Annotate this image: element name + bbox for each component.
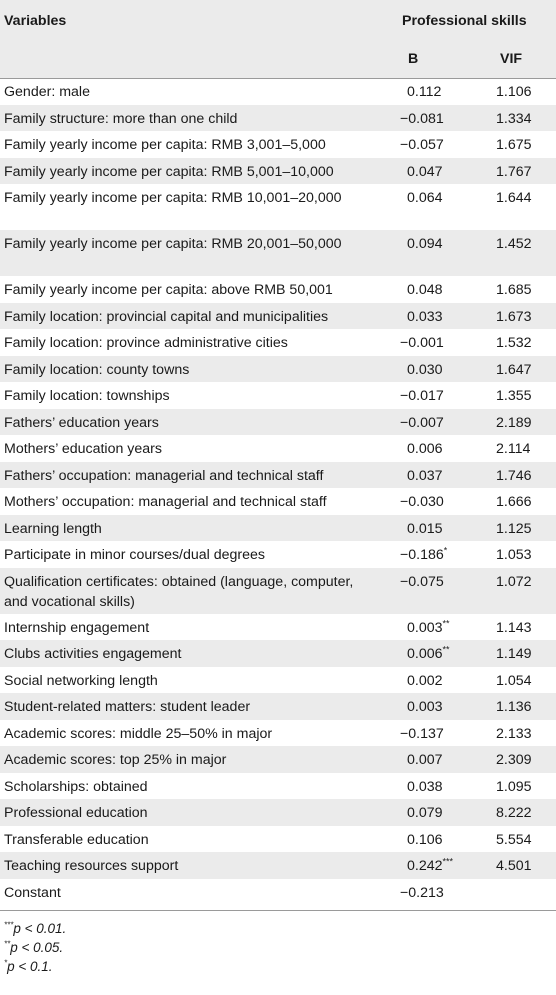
table-row [0, 667, 556, 694]
b-value: −0.001 [400, 335, 444, 351]
table-row [0, 435, 556, 462]
b-value: 0.003 [407, 619, 443, 636]
table-row [0, 382, 556, 409]
b-cell [400, 135, 444, 155]
b-value: −0.081 [400, 110, 444, 127]
b-cell [407, 777, 443, 797]
table-row [0, 826, 556, 853]
table-row [0, 614, 556, 641]
vif-cell: 1.106 [496, 84, 532, 100]
vif-cell: 1.136 [496, 699, 532, 715]
vif-cell: 1.053 [496, 547, 532, 563]
table-row [0, 515, 556, 542]
vif-cell: 2.189 [496, 414, 532, 431]
variable-cell: Academic scores: middle 25–50% in major [4, 725, 273, 742]
b-value: −0.057 [400, 137, 444, 153]
variable-cell: Family location: county towns [4, 361, 190, 378]
b-value: 0.079 [407, 805, 443, 821]
vif-cell: 4.501 [496, 858, 532, 874]
table-row [0, 131, 556, 158]
b-cell [407, 856, 453, 876]
footnote-mark: ** [4, 939, 11, 949]
vif-cell: 1.532 [496, 335, 532, 351]
b-cell [407, 803, 443, 823]
variable-cell: Qualification certificates: obtained (language, computer, and vocational skills) [4, 573, 354, 610]
table-row [0, 879, 556, 906]
b-value: 0.047 [407, 163, 443, 180]
significance-marker: ** [442, 644, 450, 655]
vif-cell: 1.355 [496, 388, 532, 404]
b-cell [400, 545, 447, 565]
b-cell [407, 618, 450, 638]
vif-cell: 1.673 [496, 308, 532, 325]
vif-cell: 1.767 [496, 163, 532, 180]
significance-marker: * [443, 545, 448, 556]
table-row [0, 541, 556, 568]
variable-cell: Clubs activities engagement [4, 646, 182, 662]
b-cell [407, 750, 443, 770]
b-cell [407, 307, 443, 327]
b-value: 0.015 [407, 520, 443, 537]
variable-cell: Mothers’ occupation: managerial and technical staff [4, 494, 327, 510]
b-value: 0.006 [407, 441, 443, 457]
vif-cell: 1.334 [496, 110, 532, 127]
vif-cell: 1.149 [496, 646, 532, 662]
table-row [0, 329, 556, 356]
b-cell [407, 697, 443, 717]
footnote-text: p < 0.1. [7, 959, 53, 974]
variable-cell: Family yearly income per capita: RMB 5,001–10,000 [4, 163, 334, 180]
b-value: 0.033 [407, 308, 443, 325]
header-variables: Variables [4, 13, 67, 29]
b-cell [407, 519, 443, 539]
vif-cell: 1.143 [496, 619, 532, 636]
b-cell [407, 188, 443, 208]
variable-cell: Family yearly income per capita: RMB 10,001–20,000 [4, 190, 342, 206]
table-row [0, 409, 556, 436]
vif-cell: 1.125 [496, 520, 532, 537]
footnote-text: p < 0.01. [13, 921, 67, 936]
variable-cell: Internship engagement [4, 619, 150, 636]
variable-cell: Family location: provincial capital and municipalities [4, 308, 329, 325]
variable-cell: Constant [4, 884, 61, 901]
variable-cell: Mothers’ education years [4, 441, 162, 457]
table-row [0, 230, 556, 276]
vif-cell: 1.746 [496, 467, 532, 484]
table-row [0, 746, 556, 773]
vif-cell: 5.554 [496, 831, 532, 848]
table-row [0, 105, 556, 132]
table-row [0, 462, 556, 489]
table-row [0, 356, 556, 383]
variable-cell: Social networking length [4, 672, 158, 689]
variable-cell: Family location: province administrative cities [4, 335, 288, 351]
b-value: −0.030 [400, 494, 444, 510]
table-bottom-rule [0, 910, 556, 911]
footnote-mark: * [4, 958, 8, 968]
table-row [0, 640, 556, 667]
variable-cell: Learning length [4, 520, 102, 537]
table-row [0, 799, 556, 826]
table-row [0, 78, 556, 105]
b-cell [407, 439, 443, 459]
header-vif: VIF [500, 51, 523, 67]
b-cell [407, 162, 443, 182]
b-cell [400, 492, 444, 512]
vif-cell: 1.072 [496, 573, 532, 590]
footnote [4, 958, 53, 976]
table-row [0, 184, 556, 230]
variable-cell: Participate in minor courses/dual degrees [4, 547, 266, 563]
table-row [0, 720, 556, 747]
vif-cell: 1.647 [496, 361, 532, 378]
table-header-top [0, 0, 556, 40]
b-cell [400, 386, 444, 406]
vif-cell: 8.222 [496, 805, 532, 821]
b-cell [400, 883, 444, 903]
b-value: 0.106 [407, 831, 443, 848]
variable-cell: Teaching resources support [4, 858, 179, 874]
vif-cell: 1.685 [496, 282, 532, 298]
table-row [0, 773, 556, 800]
table-body [0, 78, 556, 905]
table-row [0, 852, 556, 879]
b-cell [407, 234, 443, 254]
table-row [0, 158, 556, 185]
b-value: 0.094 [407, 236, 443, 252]
b-cell [400, 724, 444, 744]
b-value: −0.213 [400, 884, 444, 901]
b-value: −0.137 [400, 725, 444, 742]
b-cell [407, 280, 443, 300]
table-row [0, 276, 556, 303]
variable-cell: Family yearly income per capita: RMB 20,001–50,000 [4, 236, 342, 252]
significance-marker: ** [442, 617, 450, 628]
table-row [0, 488, 556, 515]
header-group: Professional skills [402, 13, 527, 29]
b-cell [407, 466, 443, 486]
variable-cell: Family structure: more than one child [4, 110, 238, 127]
vif-cell: 1.644 [496, 190, 532, 206]
b-value: 0.242 [407, 858, 443, 874]
b-cell [407, 830, 443, 850]
table-row [0, 693, 556, 720]
vif-cell: 1.054 [496, 672, 532, 689]
b-value: 0.038 [407, 778, 443, 795]
b-value: 0.006 [407, 646, 443, 662]
b-cell [400, 413, 444, 433]
b-value: −0.017 [400, 388, 444, 404]
vif-cell: 1.095 [496, 778, 532, 795]
variable-cell: Family location: townships [4, 388, 170, 404]
footnote [4, 939, 63, 957]
table-row [0, 568, 556, 614]
b-cell [400, 333, 444, 353]
b-cell [407, 360, 443, 380]
b-value: 0.048 [407, 282, 443, 298]
variable-cell: Family yearly income per capita: above RMB 50,001 [4, 282, 333, 298]
b-value: −0.186 [400, 547, 444, 563]
significance-marker: *** [442, 856, 454, 867]
vif-cell: 2.133 [496, 725, 532, 742]
b-value: 0.064 [407, 190, 443, 206]
vif-cell: 1.452 [496, 236, 532, 252]
b-value: 0.007 [407, 752, 443, 768]
b-value: 0.030 [407, 361, 443, 378]
vif-cell: 1.675 [496, 137, 532, 153]
b-value: −0.007 [400, 414, 444, 431]
b-value: 0.037 [407, 467, 443, 484]
b-value: −0.075 [400, 573, 444, 590]
variable-cell: Academic scores: top 25% in major [4, 752, 227, 768]
variable-cell: Gender: male [4, 84, 90, 100]
vif-cell: 2.309 [496, 752, 532, 768]
variable-cell: Student-related matters: student leader [4, 699, 251, 715]
footnote-mark: *** [4, 920, 14, 930]
table-header-sub [0, 40, 556, 78]
footnote [4, 920, 66, 938]
footnote-text: p < 0.05. [10, 940, 64, 955]
b-cell [400, 109, 444, 129]
variable-cell: Scholarships: obtained [4, 778, 148, 795]
variable-cell: Professional education [4, 805, 148, 821]
variable-cell: Fathers’ occupation: managerial and technical staff [4, 467, 324, 484]
header-b: B [408, 51, 419, 67]
b-value: 0.003 [407, 699, 443, 715]
b-cell [400, 572, 444, 592]
b-cell [407, 671, 443, 691]
variable-cell: Fathers’ education years [4, 414, 159, 431]
b-value: 0.112 [407, 84, 442, 100]
variable-cell: Family yearly income per capita: RMB 3,001–5,000 [4, 137, 326, 153]
b-value: 0.002 [407, 672, 443, 689]
table-row [0, 303, 556, 330]
vif-cell: 1.666 [496, 494, 532, 510]
variable-cell: Transferable education [4, 831, 149, 848]
b-cell [407, 82, 441, 102]
b-cell [407, 644, 450, 664]
vif-cell: 2.114 [496, 441, 531, 457]
